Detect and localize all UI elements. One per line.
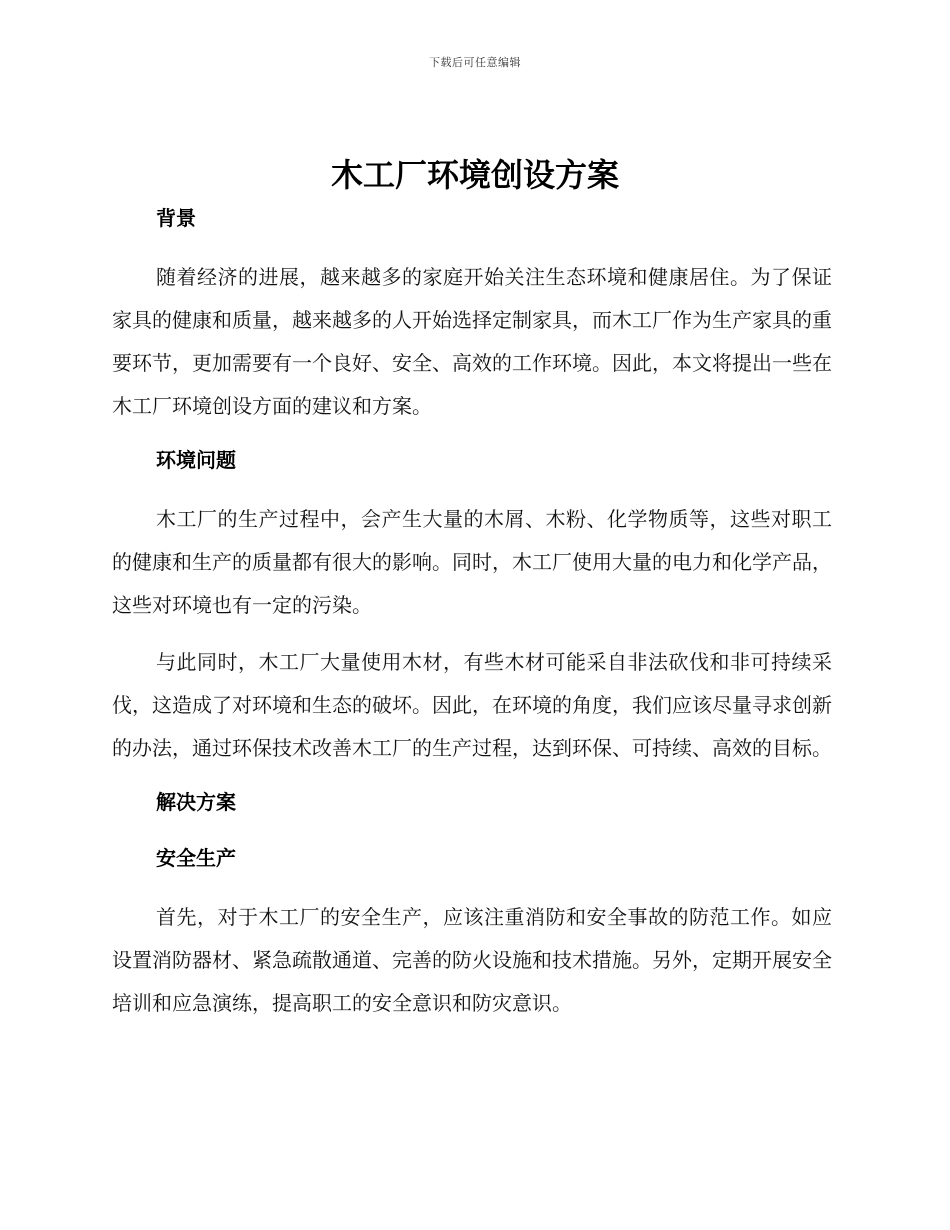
header-note: 下载后可任意编辑: [429, 56, 521, 69]
document-title: 木工厂环境创设方案: [330, 156, 619, 194]
section-heading-solution: 解决方案: [156, 790, 236, 814]
safety-paragraph: 首先，对于木工厂的安全生产，应该注重消防和安全事故的防范工作。如应设置消防器材、紧急疏散通道、完善的防火设施和技术措施。另外，定期开展安全培训和应急演练，提高职工的安全意识和防灾意识。: [112, 905, 832, 1015]
issues-paragraph-1: 木工厂的生产过程中，会产生大量的木屑、木粉、化学物质等，这些对职工的健康和生产的质量都有很大的影响。同时，木工厂使用大量的电力和化学产品，这些对环境也有一定的污染。: [112, 507, 832, 617]
issues-paragraph-2: 与此同时，木工厂大量使用木材，有些木材可能采自非法砍伐和非可持续采伐，这造成了对环境和生态的破坏。因此，在环境的角度，我们应该尽量寻求创新的办法，通过环保技术改善木工厂的生产过程，达到环保、可持续、高效的目标。: [112, 650, 832, 760]
document-body: [112, 200, 832, 1025]
subsection-heading-safety: 安全生产: [156, 846, 236, 870]
section-heading-background: 背景: [156, 206, 196, 230]
section-heading-issues: 环境问题: [156, 448, 236, 472]
background-paragraph: 随着经济的进展，越来越多的家庭开始关注生态环境和健康居住。为了保证家具的健康和质量，越来越多的人开始选择定制家具，而木工厂作为生产家具的重要环节，更加需要有一个良好、安全、高效的工作环境。因此，本文将提出一些在木工厂环境创设方面的建议和方案。: [112, 265, 832, 418]
